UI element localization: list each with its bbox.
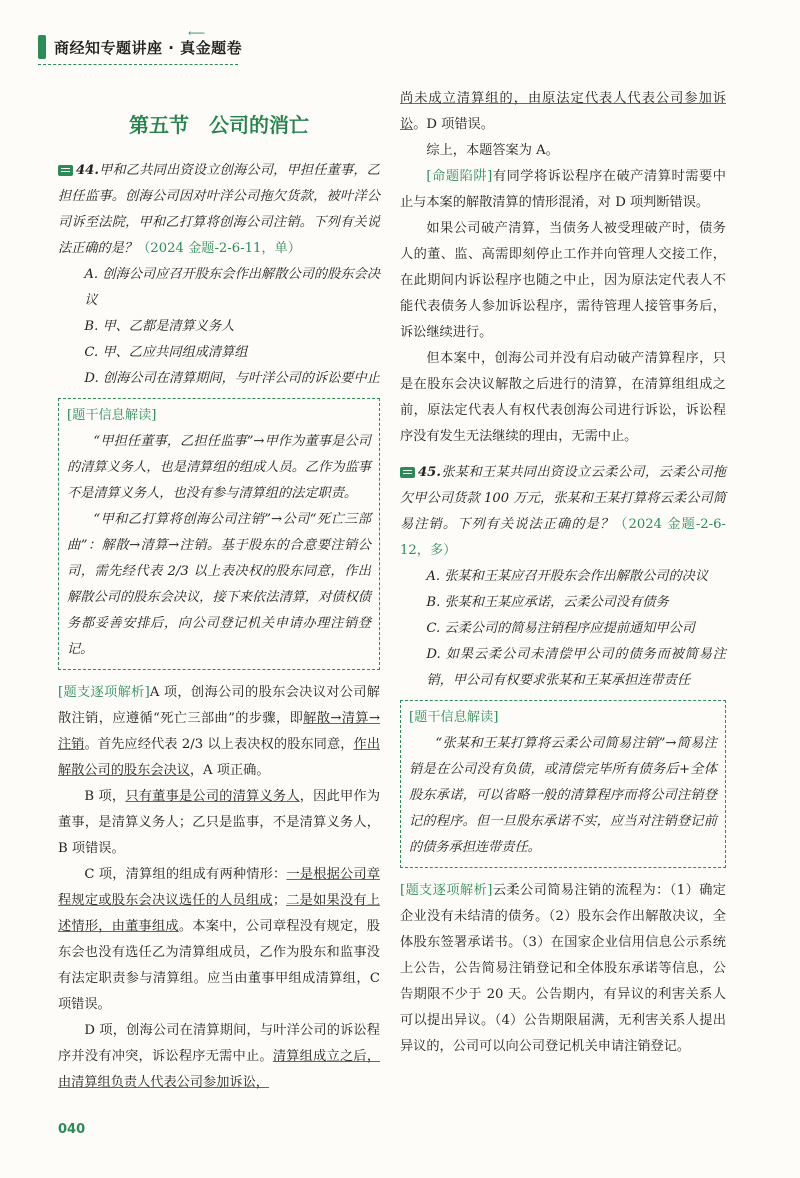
- question-icon: [58, 165, 73, 176]
- analysis-b: B 项，只有董事是公司的清算义务人，因此甲作为董事，是清算义务人；乙只是监事，不是清算义务人，B 项错误。: [58, 789, 381, 856]
- question-45-stem: 45.张某和王某共同出资设立云柔公司，云柔公司拖欠甲公司货款 100 万元，张某和王某打算将云柔公司简易注销。下列有关说法正确的是？（2024 金题-2-6-12，多）: [400, 465, 726, 558]
- question-icon: [400, 467, 415, 478]
- analysis-paragraph: [题支逐项解析]云柔公司简易注销的流程为：（1）确定企业没有未结清的债务。（2）股东会作出解散决议，全体股东签署承诺书。（3）在国家企业信用信息公示系统上公告，公告简易注销登记和全体股东承诺等信息，公告期限不少于 20 天。公告期内，有异议的利害关系人可以提出异议。（4）公告期限届满，无利害关系人提出异议的，公司可以向公司登记机关申请注销登记。: [400, 883, 726, 1054]
- option-c: C. 云柔公司的简易注销程序应提前通知甲公司: [426, 621, 695, 636]
- question-number: 44.: [76, 163, 99, 178]
- analysis-a: [题支逐项解析]A 项，创海公司的股东会决议对公司解散注销，应遵循“死亡三部曲”的步骤，即解散→清算→注销。首先应经代表 2/3 以上表决权的股东同意，作出解散公司的股东会决议，A 项正确。: [58, 685, 381, 778]
- analysis-c: C 项，清算组的组成有两种情形：一是根据公司章程规定或股东会决议选任的人员组成；二是如果没有上述情形，由董事组成。本案中，公司章程没有规定，股东会也没有选任乙为清算组成员，乙作为股东和监事没有法定职责参与清算组。应当由董事甲组成清算组，C 项错误。: [58, 867, 381, 1012]
- header-divider: [38, 64, 238, 65]
- analysis-tag: [题支逐项解析]: [400, 883, 493, 898]
- answer-summary: 综上，本题答案为 A。: [426, 143, 559, 158]
- header-accent-bar: [38, 35, 46, 59]
- case-paragraph: 但本案中，创海公司并没有启动破产清算程序，只是在股东会决议解散之后进行的清算，在清算组组成之前，原法定代表人有权代表创海公司进行诉讼，诉讼程序没有发生无法继续的理由，无需中止。: [400, 351, 726, 444]
- option-a: A. 创海公司应召开股东会作出解散公司的股东会决议: [84, 267, 380, 308]
- section-title: 第五节 公司的消亡: [129, 113, 309, 137]
- analysis-d: D 项，创海公司在清算期间，与叶洋公司的诉讼程序并没有冲突，诉讼程序无需中止。清算组成立之后，由清算组负责人代表公司参加诉讼，: [58, 1023, 381, 1090]
- option-b: B. 张某和王某应承诺，云柔公司没有债务: [426, 595, 669, 610]
- bankruptcy-paragraph: 如果公司破产清算，当债务人被受理破产时，债务人的董、监、高需即刻停止工作并向管理人交接工作，在此期间内诉讼程序也随之中止，因为原法定代表人不能代表债务人参加诉讼程序，需待管理人接管事务后，诉讼继续进行。: [400, 221, 726, 340]
- info-box: [400, 700, 726, 868]
- option-d: D. 如果云柔公司未清偿甲公司的债务而被简易注销，甲公司有权要求张某和王某承担连带责任: [426, 647, 726, 688]
- option-b: B. 甲、乙都是清算义务人: [84, 319, 235, 334]
- analysis-d-continued: 尚未成立清算组的，由原法定代表人代表公司参加诉讼。D 项错误。: [400, 91, 726, 132]
- option-c: C. 甲、乙应共同组成清算组: [84, 345, 248, 360]
- left-column: [58, 108, 380, 1096]
- page-number: 040: [58, 1122, 86, 1137]
- info-box-tag: [题干信息解读]: [67, 408, 157, 423]
- analysis-tag: [题支逐项解析]: [58, 685, 150, 700]
- trap-paragraph: [命题陷阱]有同学将诉讼程序在破产清算时需要中止与本案的解散清算的情形混淆，对 D 项判断错误。: [400, 169, 726, 210]
- info-paragraph: “甲和乙打算将创海公司注销”→公司“死亡三部曲”：解散→清算→注销。基于股东的合意要注销公司，需先经代表 2/3 以上表决权的股东同意，作出解散公司的股东会决议，接下来依法清算，对债权债务都妥善安排后，向公司登记机关申请办理注销登记。: [67, 512, 371, 657]
- option-a: A. 张某和王某应召开股东会作出解散公司的决议: [426, 569, 709, 584]
- info-paragraph: “甲担任董事，乙担任监事”→甲作为董事是公司的清算义务人，也是清算组的组成人员。乙作为监事不是清算义务人，也没有参与清算组的法定职责。: [67, 434, 371, 501]
- info-box: [58, 398, 380, 670]
- question-source: （2024 金题-2-6-12，多）: [400, 517, 726, 558]
- option-d: D. 创海公司在清算期间，与叶洋公司的诉讼要中止: [84, 371, 380, 386]
- header-arrow-icon: ⟵: [188, 26, 206, 40]
- question-44-stem: 44.甲和乙共同出资设立创海公司，甲担任董事，乙担任监事。创海公司因对叶洋公司拖欠货款，被叶洋公司诉至法院，甲和乙打算将创海公司注销。下列有关说法正确的是？（2024 金题-2-6-11，单）: [58, 163, 380, 256]
- header-title: 商经知专题讲座 · 真金题卷: [54, 38, 243, 57]
- question-number: 45.: [418, 465, 441, 480]
- info-box-tag: [题干信息解读]: [409, 710, 499, 725]
- right-column: [400, 86, 726, 1060]
- question-source: （2024 金题-2-6-11，单）: [137, 241, 301, 256]
- trap-tag: [命题陷阱]: [426, 169, 493, 184]
- running-header: [38, 32, 242, 62]
- info-paragraph: “张某和王某打算将云柔公司简易注销”→简易注销是在公司没有负债，或清偿完毕所有债务后+全体股东承诺，可以省略一般的清算程序而将公司注销登记的程序。但一旦股东承诺不实，应当对注销登记前的债务承担连带责任。: [409, 736, 717, 855]
